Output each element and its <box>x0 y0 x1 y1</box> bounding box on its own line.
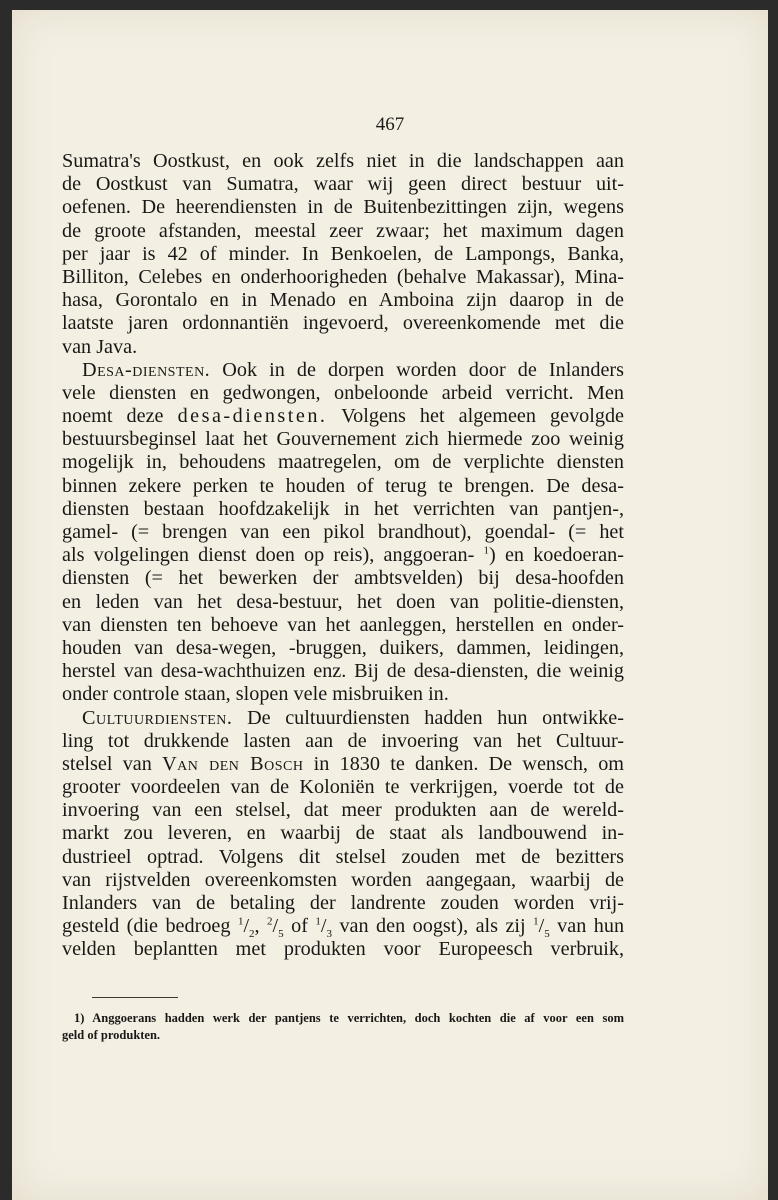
text-line: herstel van desa-wachthuizen enz. Bij de desa-diensten, die weinig <box>62 660 624 683</box>
fraction-numerator: 1 <box>315 915 321 928</box>
text-line: grooter voordeelen van de Koloniën te verkrijgen, voerde tot de <box>62 776 624 799</box>
text-line: bestuursbeginsel laat het Gouvernement zich hiermede zoo weinig <box>62 428 624 451</box>
text-line: velden beplantten met produkten voor Europeesch verbruik, <box>62 938 624 961</box>
text-line: Sumatra's Oostkust, en ook zelfs niet in die landschappen aan <box>62 150 624 172</box>
text-fragment: van den oogst), als zij <box>339 915 526 938</box>
text-line: invoering van een stelsel, dat meer produkten aan de wereld- <box>62 799 624 822</box>
text-line: laatste jaren ordonnantiën ingevoerd, overeenkomende met die <box>62 312 624 335</box>
section-heading-desa: Desa-diensten. <box>82 358 211 381</box>
text-fragment: gesteld (die bedroeg <box>62 915 231 938</box>
text-fragment: Volgens het algemeen gevolgde <box>341 405 625 428</box>
text-line: per jaar is 42 of minder. In Benkoelen, de Lampongs, Banka, <box>62 242 624 265</box>
fraction-denominator: 3 <box>326 928 332 941</box>
text-line: diensten bestaan hoofdzakelijk in het verrichten van pantjen-, <box>62 497 624 520</box>
text-fragment: Ook in de dorpen worden door de Inlanders <box>222 358 624 381</box>
book-page <box>12 10 768 1200</box>
section-heading-cultuur: Cultuurdiensten. <box>82 706 233 729</box>
text-fragment: noemt deze <box>62 405 164 428</box>
emphasized-term: desa-diensten. <box>177 405 328 428</box>
body-text <box>62 150 624 962</box>
text-fragment: ) en koedoeran- <box>489 544 624 567</box>
text-line: mogelijk in, behoudens maatregelen, om de verplichte diensten <box>62 451 624 474</box>
page-number: 467 <box>375 114 405 135</box>
text-line <box>62 753 624 776</box>
text-line: dustrieel optrad. Volgens dit stelsel zouden met de bezitters <box>62 845 624 868</box>
text-fragment: stelsel van <box>62 752 152 775</box>
fraction-denominator: 2 <box>249 928 255 941</box>
person-name: Van den Bosch <box>162 752 304 775</box>
text-fragment: van hun <box>557 915 625 938</box>
fraction-numerator: 2 <box>267 915 273 928</box>
text-line: Inlanders van de betaling der landrente zouden worden vrij- <box>62 892 624 914</box>
fraction-numerator: 1 <box>533 915 539 928</box>
cultuur-paragraph-first-line <box>62 707 624 730</box>
text-line: de Oostkust van Sumatra, waar wij geen direct bestuur uit- <box>62 173 624 196</box>
text-line: gamel- (= brengen van een pikol brandhout), goendal- (= het <box>62 521 624 543</box>
text-line <box>62 405 624 428</box>
text-line: en leden van het desa-bestuur, het doen van politie-diensten, <box>62 590 624 613</box>
text-fragment: of <box>291 915 308 938</box>
text-line: van diensten ten behoeve van het aanleggen, herstellen en onder- <box>62 613 624 636</box>
footnote-marker: 1 <box>483 544 490 557</box>
footnote-divider <box>92 997 178 998</box>
text-line: vele diensten en gedwongen, onbeloonde arbeid verricht. Men <box>62 381 624 404</box>
text-line: oefenen. De heerendiensten in de Buitenbezittingen zijn, wegens <box>62 196 624 219</box>
text-fragment: De cultuurdiensten hadden hun ontwikke- <box>247 706 624 729</box>
text-line: van rijstvelden overeenkomsten worden aangegaan, waarbij de <box>62 868 624 891</box>
text-line: diensten (= het bewerken der ambtsvelden) bij desa-hoofden <box>62 567 624 590</box>
text-fragment: in 1830 te danken. De wensch, om <box>313 752 624 775</box>
text-line: onder controle staan, slopen vele misbruiken in. <box>62 683 449 706</box>
text-line: ling tot drukkende lasten aan de invoering van het Cultuur- <box>62 729 624 752</box>
text-line: de groote afstanden, meestal zeer zwaar; het maximum dagen <box>62 219 624 242</box>
text-line: binnen zekere perken te houden of terug te brengen. De desa- <box>62 474 624 497</box>
footnote-line: 1) Anggoerans hadden werk der pantjens te verrichten, doch kochten die af voor een som <box>74 1011 624 1025</box>
desa-paragraph-first-line <box>62 359 624 382</box>
text-line: houden van desa-wegen, -bruggen, duikers, dammen, leidingen, <box>62 636 624 659</box>
fraction-numerator: 1 <box>237 915 244 928</box>
text-line: Billiton, Celebes en onderhoorigheden (behalve Makassar), Mina- <box>62 265 624 288</box>
fraction-denominator: 5 <box>278 928 284 941</box>
text-line <box>62 544 624 567</box>
text-line: hasa, Gorontalo en in Menado en Amboina zijn daarop in de <box>62 289 624 312</box>
text-fragment: als volgelingen dienst doen op reis), anggoeran- <box>62 544 475 567</box>
text-line: markt zou leveren, en waarbij de staat als landbouwend in- <box>62 822 624 845</box>
footnote-line: geld of produkten. <box>62 1028 161 1042</box>
text-line: van Java. <box>62 335 138 358</box>
text-line-fractions: gesteld (die bedroeg $^1/_2$, $^2/_5$ of $^1/_3$ van den oogst), als zij $^1/_5$ van hun <box>62 915 625 941</box>
footnote <box>62 1010 624 1044</box>
fraction-denominator: 5 <box>544 928 550 941</box>
